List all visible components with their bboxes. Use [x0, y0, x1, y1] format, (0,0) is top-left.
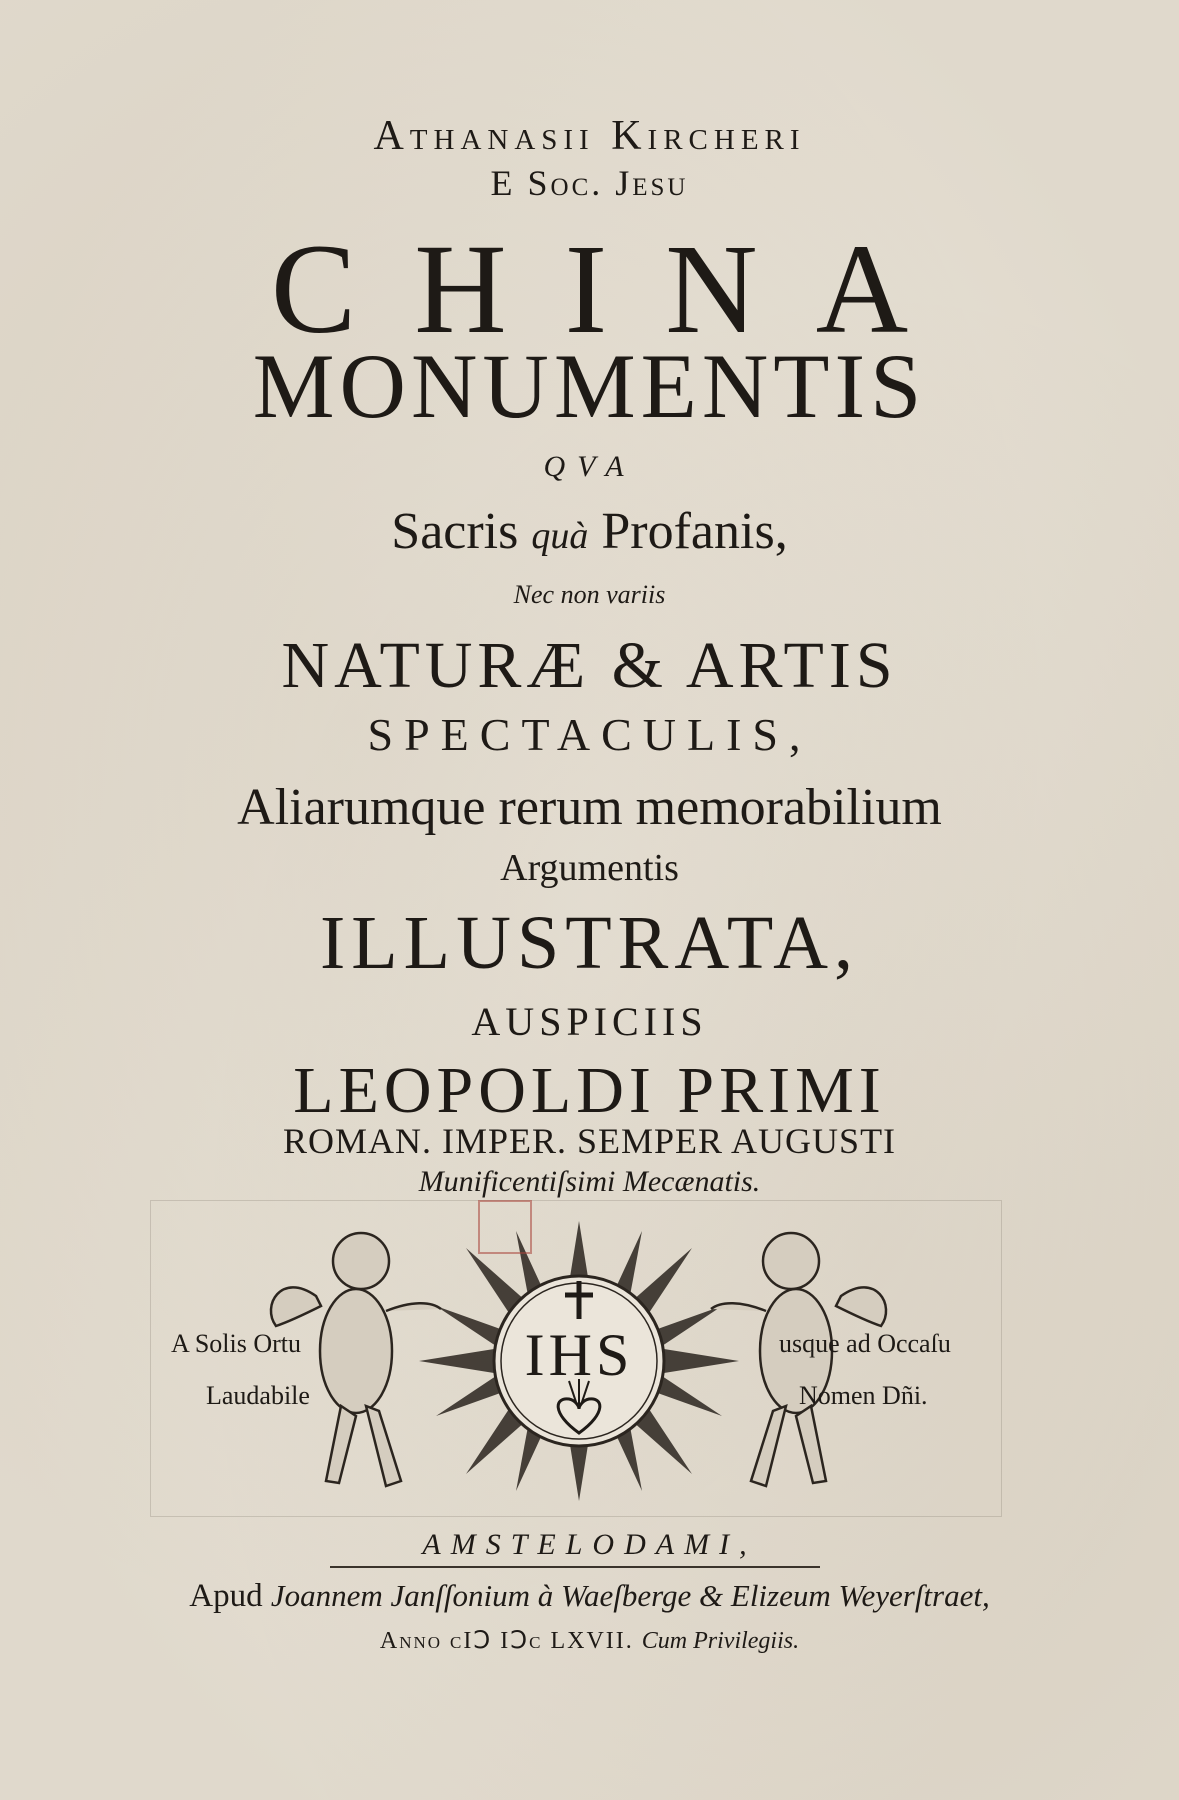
printers-names: Joannem Janſſonium à Waeſberge & Elizeum Weyerſtraet,: [270, 1578, 990, 1613]
argumentis-line: Argumentis: [500, 847, 679, 889]
library-stamp: [478, 1200, 532, 1254]
motto-right-top: usque ad Occaſu: [779, 1329, 951, 1358]
imprint-year-line: [0, 1626, 1179, 1655]
auspiciis-line: AUSPICIIS: [471, 999, 708, 1044]
sacris-line: [0, 502, 1179, 561]
motto-right-bottom: Nomen Dñi.: [799, 1381, 928, 1410]
naturae-line: NATURÆ & ARTIS: [281, 629, 898, 702]
leopoldi-line: LEOPOLDI PRIMI: [293, 1054, 886, 1127]
society-line: E Soc. Jesu: [490, 163, 689, 203]
left-cherub-illustration: [271, 1233, 441, 1486]
right-cherub-illustration: [711, 1233, 886, 1486]
author-line: Athanasii Kircheri: [373, 113, 806, 159]
ihs-emblem-engraving: [150, 1200, 1002, 1517]
profanis-word: Profanis,: [601, 503, 788, 560]
motto-left-top: A Solis Ortu: [171, 1329, 302, 1358]
privilege-text: Cum Privilegiis.: [641, 1628, 800, 1654]
anno-date: Anno cIↃ IↃc LXVII.: [379, 1628, 634, 1654]
imprint-rule: [330, 1566, 820, 1568]
imprint-printers-line: [0, 1578, 1179, 1615]
spectaculis-line: SPECTACULIS,: [367, 709, 812, 760]
roman-imper-line: ROMAN. IMPER. SEMPER AUGUSTI: [282, 1121, 897, 1161]
illustrata-line: ILLUSTRATA,: [319, 901, 860, 985]
title-main: CHINA: [270, 218, 967, 360]
sacris-word: Sacris: [391, 503, 519, 560]
apud-word: Apud: [189, 1578, 263, 1614]
qua-word: quà: [531, 515, 589, 557]
title-subtitle: MONUMENTIS: [252, 335, 927, 437]
munificentissimi-line: Munificentiſsimi Mecænatis.: [418, 1165, 761, 1198]
imprint-city: AMSTELODAMI,: [422, 1528, 757, 1561]
aliarumque-line: Aliarumque rerum memorabilium: [237, 779, 942, 836]
qua-line: QVA: [543, 450, 636, 483]
ihs-monogram: IHS: [524, 1322, 634, 1388]
motto-left-bottom: Laudabile: [206, 1381, 310, 1410]
nec-non-line: Nec non variis: [513, 580, 666, 609]
